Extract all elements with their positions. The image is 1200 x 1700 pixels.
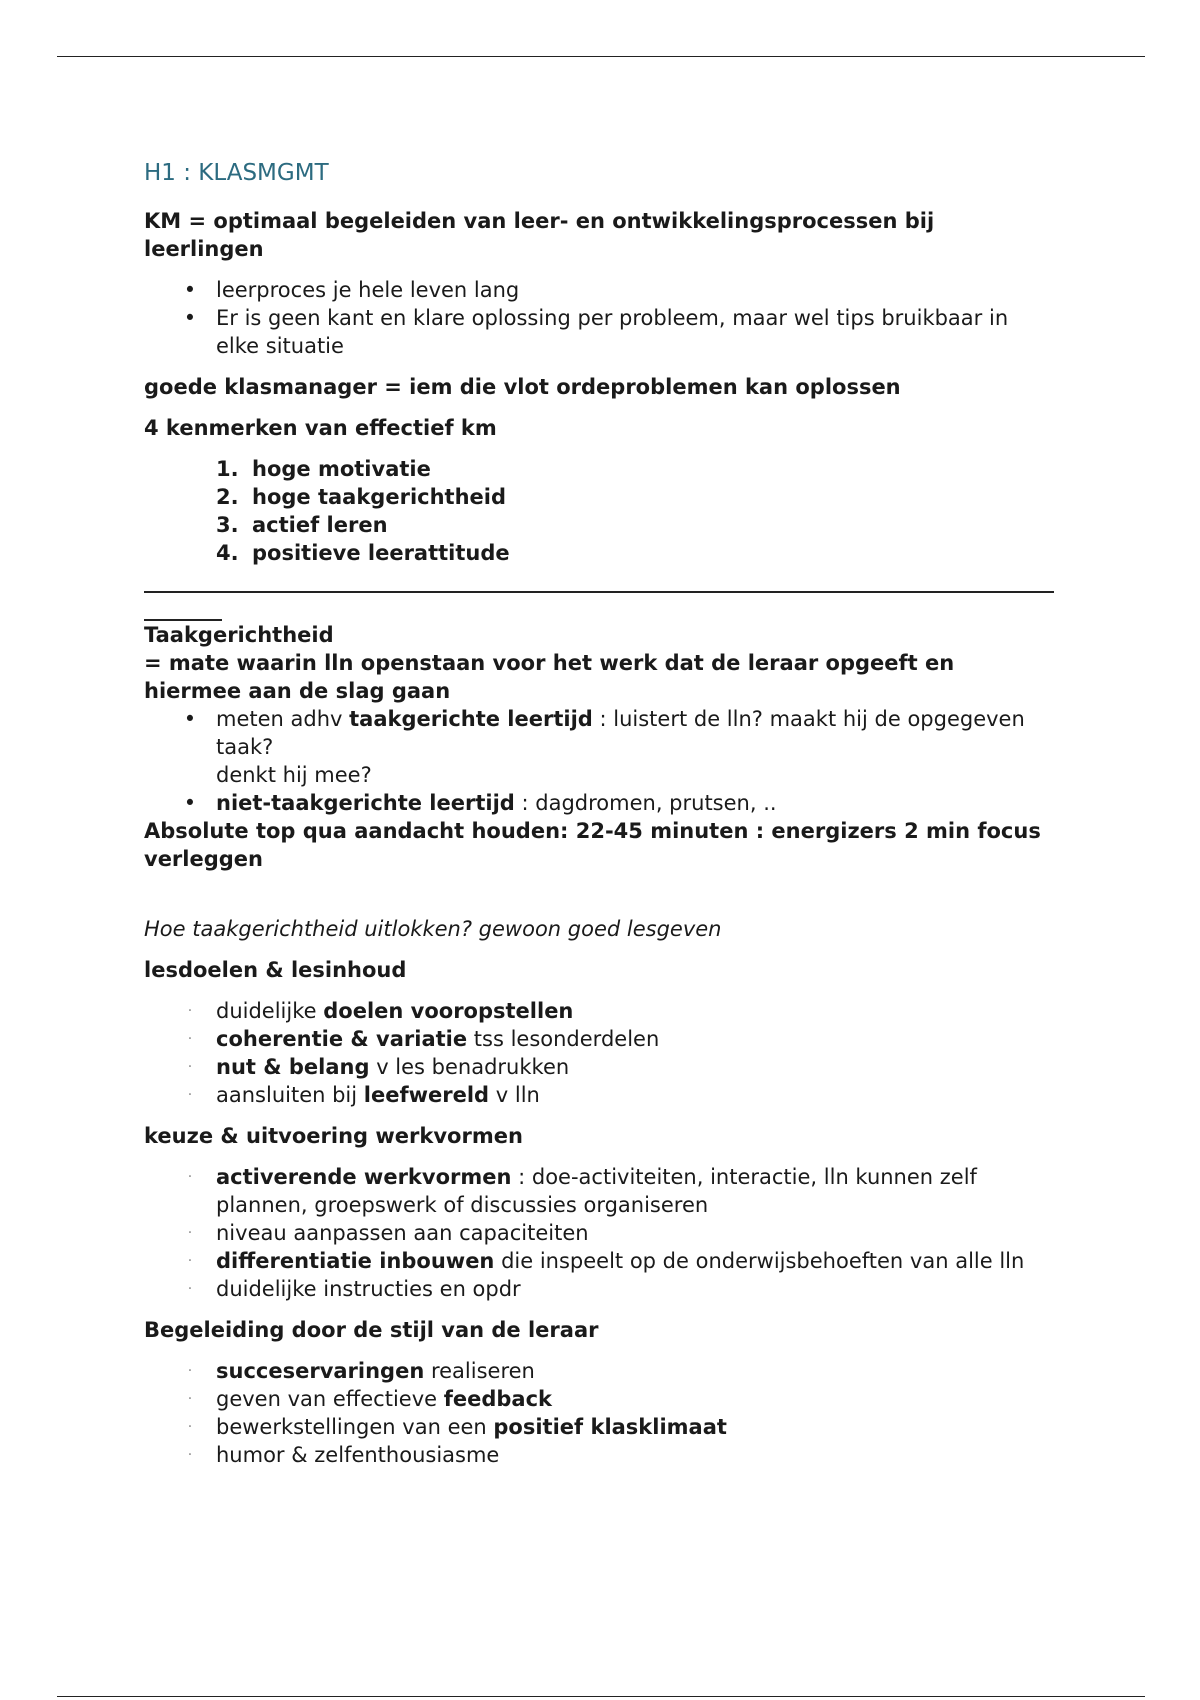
begeleiding-list xyxy=(144,1357,1054,1469)
bullet-marker: • xyxy=(183,707,197,731)
list-item: · geven van effectieve feedback xyxy=(187,1387,553,1411)
begeleiding-heading: Begeleiding door de stijl van de leraar xyxy=(144,1318,599,1342)
lesdoelen-heading: lesdoelen & lesinhoud xyxy=(144,958,407,982)
kenmerken-heading: 4 kenmerken van effectief km xyxy=(144,416,497,440)
list-item: • Er is geen kant en klare oplossing per probleem, maar wel tips bruikbaar in elke situatie xyxy=(144,304,1054,360)
bullet-marker: • xyxy=(183,278,197,302)
list-item: · succeservaringen realiseren xyxy=(187,1359,535,1383)
list-item: · aansluiten bij leefwereld v lln xyxy=(187,1083,540,1107)
list-item: · duidelijke instructies en opdr xyxy=(187,1277,521,1301)
footer-rule xyxy=(57,1696,1145,1697)
list-item: · bewerkstellingen van een positief klasklimaat xyxy=(187,1415,727,1439)
list-item: · humor & zelfenthousiasme xyxy=(187,1443,500,1467)
hoe-question: Hoe taakgerichtheid uitlokken? gewoon goed lesgeven xyxy=(144,917,722,941)
list-item: 3. actief leren xyxy=(216,513,388,537)
taak-heading: Taakgerichtheid xyxy=(144,623,334,647)
bullet-marker: • xyxy=(183,306,197,330)
taak-definition: = mate waarin lln openstaan voor het werk dat de leraar opgeeft en hiermee aan de slag gaan xyxy=(144,651,955,703)
list-item: • niet-taakgerichte leertijd : dagdromen, prutsen, .. xyxy=(144,789,1054,817)
list-item: · nut & belang v les benadrukken xyxy=(187,1055,570,1079)
taak-bullet-list xyxy=(144,705,1054,817)
keuze-heading: keuze & uitvoering werkvormen xyxy=(144,1124,523,1148)
page-title: H1 : KLASMGMT xyxy=(144,160,329,186)
bullet-marker: • xyxy=(183,791,197,815)
list-item: · niveau aanpassen aan capaciteiten xyxy=(187,1221,589,1245)
keuze-list xyxy=(144,1163,1054,1303)
km-definition: KM = optimaal begeleiden van leer- en ontwikkelingsprocessen bij leerlingen xyxy=(144,209,935,261)
list-item: • meten adhv taakgerichte leertijd : luistert de lln? maakt hij de opgegeven taak? denkt hij mee? xyxy=(144,705,1054,789)
list-item: · coherentie & variatie tss lesonderdelen xyxy=(187,1027,660,1051)
lesdoelen-list xyxy=(144,997,1054,1109)
list-item: 1. hoge motivatie xyxy=(216,457,431,481)
km-bullet-list xyxy=(144,276,1054,360)
list-item: · differentiatie inbouwen die inspeelt op de onderwijsbehoeften van alle lln xyxy=(187,1249,1025,1273)
kenmerken-list xyxy=(144,455,1054,567)
header-rule xyxy=(57,56,1145,57)
list-item: · duidelijke doelen vooropstellen xyxy=(187,999,574,1023)
document-body xyxy=(144,158,1054,1482)
absolute-top: Absolute top qua aandacht houden: 22-45 minuten : energizers 2 min focus verleggen xyxy=(144,819,1041,871)
list-item: · activerende werkvormen : doe-activiteiten, interactie, lln kunnen zelf plannen, groepswerk of discussies organiseren xyxy=(187,1165,977,1217)
list-item: 4. positieve leerattitude xyxy=(216,541,510,565)
section-divider xyxy=(144,591,1054,593)
list-item: 2. hoge taakgerichtheid xyxy=(216,485,506,509)
list-item: • leerproces je hele leven lang xyxy=(144,276,1054,304)
goede-klasmanager: goede klasmanager = iem die vlot ordeproblemen kan oplossen xyxy=(144,375,901,399)
